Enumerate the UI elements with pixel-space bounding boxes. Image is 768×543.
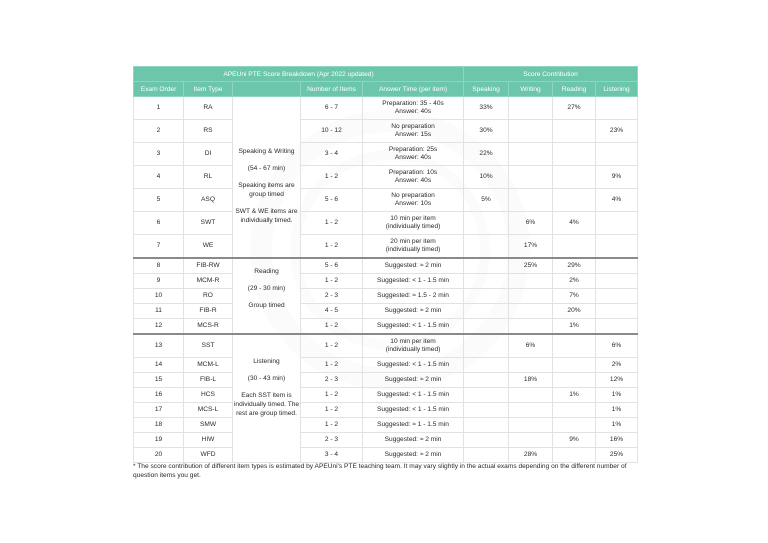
answer-time-line1: Preparation: 10s [388, 169, 438, 176]
number-of-items-cell: 4 - 5 [301, 304, 363, 319]
table-row [134, 358, 638, 373]
number-of-items-cell: 1 - 2 [301, 403, 363, 418]
listening-score-cell: 23% [596, 120, 638, 143]
speaking-score-cell [464, 334, 509, 358]
speaking-score-cell [464, 358, 509, 373]
reading-score-cell: 1% [553, 388, 596, 403]
answer-time-line1: Suggested: < 1 - 1.5 min [377, 277, 450, 284]
number-of-items-cell: 2 - 3 [301, 373, 363, 388]
number-of-items-cell: 5 - 6 [301, 258, 363, 274]
item-type-cell: ASQ [184, 189, 233, 212]
answer-time-line1: 20 min per item [390, 238, 436, 245]
number-of-items-cell: 1 - 2 [301, 212, 363, 235]
answer-time-cell [363, 274, 464, 289]
speaking-score-cell [464, 274, 509, 289]
speaking-score-cell: 10% [464, 166, 509, 189]
table-row [134, 235, 638, 259]
table-row [134, 433, 638, 448]
speaking-score-cell [464, 403, 509, 418]
writing-score-cell [509, 433, 553, 448]
table-row [134, 319, 638, 335]
reading-score-cell [553, 143, 596, 166]
answer-time-line1: Suggested: < 1 - 1.5 min [377, 322, 450, 329]
reading-score-cell [553, 358, 596, 373]
answer-time-line1: Suggested: < 1 - 1.5 min [377, 391, 450, 398]
writing-score-cell [509, 304, 553, 319]
answer-time-line2: Answer: 40s [394, 177, 432, 184]
answer-time-line2: Answer: 40s [394, 108, 432, 115]
answer-time-line1: Suggested: ≈ 1 - 1.5 min [377, 421, 449, 428]
exam-order-cell: 4 [134, 166, 184, 189]
exam-order-cell: 18 [134, 418, 184, 433]
number-of-items-cell: 5 - 6 [301, 189, 363, 212]
answer-time-line1: Suggested: ≈ 2 min [384, 436, 442, 443]
writing-score-cell [509, 143, 553, 166]
table-row [134, 274, 638, 289]
answer-time-line1: Suggested: ≈ 2 min [384, 451, 442, 458]
number-of-items-cell: 1 - 2 [301, 334, 363, 358]
answer-time-line1: Suggested: < 1 - 1.5 min [377, 406, 450, 413]
section-duration: (29 - 30 min) [247, 285, 286, 292]
speaking-score-cell [464, 373, 509, 388]
listening-score-cell: 4% [596, 189, 638, 212]
number-of-items-cell: 3 - 4 [301, 448, 363, 463]
listening-score-cell [596, 289, 638, 304]
reading-score-cell [553, 403, 596, 418]
reading-score-cell: 9% [553, 433, 596, 448]
answer-time-cell [363, 403, 464, 418]
answer-time-line2: Answer: 10s [394, 200, 432, 207]
writing-score-cell [509, 97, 553, 120]
answer-time-cell [363, 97, 464, 120]
item-type-cell: FIB-RW [184, 258, 233, 274]
speaking-score-cell [464, 235, 509, 259]
number-of-items-cell: 1 - 2 [301, 358, 363, 373]
item-type-cell: RL [184, 166, 233, 189]
table-row [134, 143, 638, 166]
reading-score-cell: 20% [553, 304, 596, 319]
item-type-cell: HIW [184, 433, 233, 448]
answer-time-line1: Suggested: ≈ 2 min [384, 307, 442, 314]
writing-score-cell [509, 403, 553, 418]
item-type-cell: SST [184, 334, 233, 358]
col-section [233, 82, 301, 97]
section-note2: SWT & WE items are individually timed. [235, 208, 298, 224]
table-row [134, 258, 638, 274]
number-of-items-cell: 1 - 2 [301, 274, 363, 289]
item-type-cell: MCM-R [184, 274, 233, 289]
number-of-items-cell: 10 - 12 [301, 120, 363, 143]
section-note1: Speaking items are group timed [238, 182, 295, 198]
col-writing: Writing [509, 82, 553, 97]
answer-time-cell [363, 388, 464, 403]
answer-time-cell [363, 258, 464, 274]
answer-time-line1: No preparation [391, 123, 435, 130]
exam-order-cell: 19 [134, 433, 184, 448]
listening-score-cell: 1% [596, 403, 638, 418]
listening-score-cell [596, 319, 638, 335]
item-type-cell: RA [184, 97, 233, 120]
exam-order-cell: 7 [134, 235, 184, 259]
item-type-cell: SWT [184, 212, 233, 235]
speaking-score-cell [464, 258, 509, 274]
writing-score-cell: 28% [509, 448, 553, 463]
writing-score-cell [509, 274, 553, 289]
table-row [134, 448, 638, 463]
answer-time-cell [363, 143, 464, 166]
exam-order-cell: 15 [134, 373, 184, 388]
answer-time-line1: 10 min per item [390, 215, 436, 222]
listening-score-cell: 25% [596, 448, 638, 463]
exam-order-cell: 12 [134, 319, 184, 335]
number-of-items-cell: 1 - 2 [301, 166, 363, 189]
table-row [134, 289, 638, 304]
number-of-items-cell: 1 - 2 [301, 418, 363, 433]
speaking-score-cell [464, 304, 509, 319]
reading-score-cell [553, 166, 596, 189]
reading-score-cell [553, 334, 596, 358]
answer-time-line1: No preparation [391, 192, 435, 199]
exam-order-cell: 8 [134, 258, 184, 274]
answer-time-cell [363, 418, 464, 433]
writing-score-cell: 25% [509, 258, 553, 274]
answer-time-line2: (individually timed) [385, 346, 441, 353]
speaking-score-cell: 30% [464, 120, 509, 143]
answer-time-line2: Answer: 40s [394, 154, 432, 161]
item-type-cell: FIB-L [184, 373, 233, 388]
table-row [134, 166, 638, 189]
col-exam-order: Exam Order [134, 82, 184, 97]
number-of-items-cell: 2 - 3 [301, 433, 363, 448]
section-reading-cell [233, 258, 301, 334]
answer-time-line2: (individually timed) [385, 246, 441, 253]
exam-order-cell: 2 [134, 120, 184, 143]
col-number-of-items: Number of Items [301, 82, 363, 97]
table-row [134, 304, 638, 319]
listening-score-cell: 16% [596, 433, 638, 448]
answer-time-cell [363, 235, 464, 259]
answer-time-cell [363, 289, 464, 304]
col-speaking: Speaking [464, 82, 509, 97]
exam-order-cell: 6 [134, 212, 184, 235]
reading-score-cell [553, 373, 596, 388]
item-type-cell: RS [184, 120, 233, 143]
answer-time-cell [363, 334, 464, 358]
reading-score-cell [553, 448, 596, 463]
answer-time-line1: 10 min per item [390, 338, 436, 345]
exam-order-cell: 10 [134, 289, 184, 304]
item-type-cell: WFD [184, 448, 233, 463]
item-type-cell: DI [184, 143, 233, 166]
writing-score-cell [509, 418, 553, 433]
listening-score-cell [596, 212, 638, 235]
writing-score-cell [509, 189, 553, 212]
listening-score-cell [596, 97, 638, 120]
section-name: Reading [254, 268, 279, 275]
table-row [134, 403, 638, 418]
listening-score-cell [596, 304, 638, 319]
number-of-items-cell: 1 - 2 [301, 319, 363, 335]
item-type-cell: RO [184, 289, 233, 304]
table-title: APEUni PTE Score Breakdown (Apr 2022 updated) [134, 67, 464, 82]
col-item-type: Item Type [184, 82, 233, 97]
speaking-score-cell: 22% [464, 143, 509, 166]
speaking-score-cell [464, 433, 509, 448]
listening-score-cell [596, 258, 638, 274]
reading-score-cell [553, 235, 596, 259]
answer-time-line2: (individually timed) [385, 223, 441, 230]
listening-score-cell: 6% [596, 334, 638, 358]
answer-time-cell [363, 189, 464, 212]
score-contribution-header: Score Contribution [464, 67, 638, 82]
writing-score-cell [509, 319, 553, 335]
answer-time-line1: Suggested: ≈ 2 min [384, 376, 442, 383]
speaking-score-cell [464, 388, 509, 403]
listening-score-cell [596, 143, 638, 166]
reading-score-cell [553, 418, 596, 433]
item-type-cell: MCS-R [184, 319, 233, 335]
section-duration: (30 - 43 min) [247, 375, 286, 382]
section-name: Listening [253, 358, 280, 365]
exam-order-cell: 3 [134, 143, 184, 166]
exam-order-cell: 16 [134, 388, 184, 403]
answer-time-line1: Preparation: 35 - 40s [382, 100, 444, 107]
table-row [134, 373, 638, 388]
section-name: Speaking & Writing [238, 148, 295, 155]
reading-score-cell: 7% [553, 289, 596, 304]
item-type-cell: WE [184, 235, 233, 259]
reading-score-cell: 4% [553, 212, 596, 235]
answer-time-line1: Preparation: 25s [388, 146, 438, 153]
answer-time-line1: Suggested: ≈ 2 min [384, 262, 442, 269]
listening-score-cell: 12% [596, 373, 638, 388]
reading-score-cell: 2% [553, 274, 596, 289]
col-answer-time: Answer Time (per item) [363, 82, 464, 97]
item-type-cell: HCS [184, 388, 233, 403]
exam-order-cell: 11 [134, 304, 184, 319]
table-row [134, 212, 638, 235]
answer-time-cell [363, 358, 464, 373]
answer-time-cell [363, 448, 464, 463]
reading-score-cell: 27% [553, 97, 596, 120]
answer-time-cell [363, 373, 464, 388]
section-note: Each SST item is individually timed. The rest are group timed. [233, 392, 300, 417]
number-of-items-cell: 2 - 3 [301, 289, 363, 304]
exam-order-cell: 14 [134, 358, 184, 373]
answer-time-cell [363, 319, 464, 335]
listening-score-cell [596, 274, 638, 289]
col-reading: Reading [553, 82, 596, 97]
listening-score-cell: 1% [596, 418, 638, 433]
speaking-score-cell [464, 289, 509, 304]
listening-score-cell: 1% [596, 388, 638, 403]
writing-score-cell: 6% [509, 212, 553, 235]
answer-time-cell [363, 304, 464, 319]
table-row [134, 189, 638, 212]
reading-score-cell [553, 189, 596, 212]
section-speaking-writing-cell [233, 97, 301, 259]
exam-order-cell: 5 [134, 189, 184, 212]
reading-score-cell: 1% [553, 319, 596, 335]
section-listening-cell [233, 334, 301, 463]
answer-time-line1: Suggested: < 1 - 1.5 min [377, 361, 450, 368]
writing-score-cell [509, 358, 553, 373]
writing-score-cell [509, 166, 553, 189]
exam-order-cell: 1 [134, 97, 184, 120]
answer-time-cell [363, 120, 464, 143]
writing-score-cell: 6% [509, 334, 553, 358]
col-listening: Listening [596, 82, 638, 97]
answer-time-cell [363, 212, 464, 235]
speaking-score-cell [464, 212, 509, 235]
item-type-cell: MCM-L [184, 358, 233, 373]
item-type-cell: FIB-R [184, 304, 233, 319]
table-row [134, 334, 638, 358]
number-of-items-cell: 1 - 2 [301, 388, 363, 403]
listening-score-cell: 2% [596, 358, 638, 373]
table-row [134, 418, 638, 433]
score-breakdown-table [133, 66, 638, 463]
table-row [134, 388, 638, 403]
speaking-score-cell [464, 448, 509, 463]
section-note: Group timed [248, 302, 285, 309]
table-row [134, 120, 638, 143]
writing-score-cell: 18% [509, 373, 553, 388]
exam-order-cell: 17 [134, 403, 184, 418]
number-of-items-cell: 1 - 2 [301, 235, 363, 259]
answer-time-line1: Suggested: ≈ 1.5 - 2 min [377, 292, 449, 299]
speaking-score-cell [464, 418, 509, 433]
item-type-cell: MCS-L [184, 403, 233, 418]
exam-order-cell: 13 [134, 334, 184, 358]
speaking-score-cell [464, 319, 509, 335]
number-of-items-cell: 3 - 4 [301, 143, 363, 166]
exam-order-cell: 20 [134, 448, 184, 463]
listening-score-cell [596, 235, 638, 259]
section-duration: (54 - 67 min) [247, 165, 286, 172]
reading-score-cell: 29% [553, 258, 596, 274]
listening-score-cell: 9% [596, 166, 638, 189]
writing-score-cell [509, 120, 553, 143]
speaking-score-cell: 5% [464, 189, 509, 212]
writing-score-cell [509, 289, 553, 304]
footnote: * The score contribution of different item types is estimated by APEUni's PTE teaching team. It may vary slightly in the actual exams depending on the different number of question items you get. [133, 463, 627, 479]
reading-score-cell [553, 120, 596, 143]
exam-order-cell: 9 [134, 274, 184, 289]
writing-score-cell [509, 388, 553, 403]
speaking-score-cell: 33% [464, 97, 509, 120]
answer-time-line2: Answer: 15s [394, 131, 432, 138]
item-type-cell: SMW [184, 418, 233, 433]
number-of-items-cell: 6 - 7 [301, 97, 363, 120]
table-row [134, 97, 638, 120]
writing-score-cell: 17% [509, 235, 553, 259]
answer-time-cell [363, 166, 464, 189]
answer-time-cell [363, 433, 464, 448]
